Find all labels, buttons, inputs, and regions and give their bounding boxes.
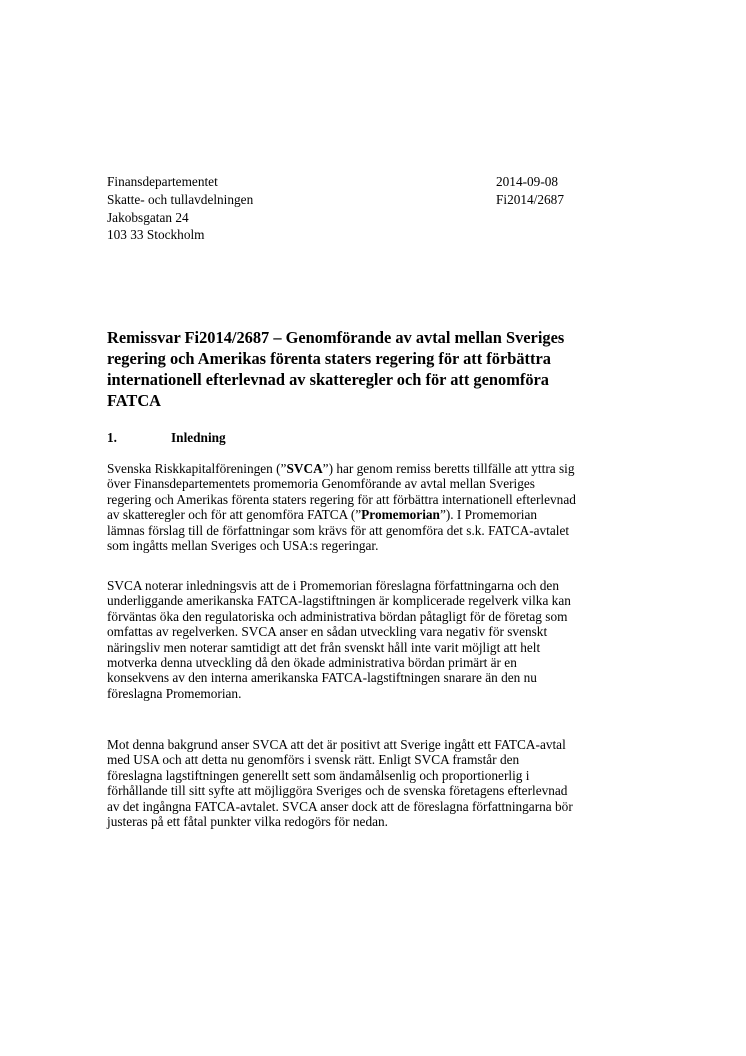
recipient-address bbox=[107, 173, 253, 244]
paragraph-line: underliggande amerikanska FATCA-lagstiftningen är komplicerade regelverk vilka kan bbox=[107, 593, 571, 609]
title-line: internationell efterlevnad av skatteregler och för att genomföra bbox=[107, 370, 549, 389]
text-run: ”). I Promemorian bbox=[439, 507, 538, 523]
document-title bbox=[107, 327, 627, 411]
paragraph-line: förväntas öka den regulatoriska och administrativa bördan påtagligt för de företag som bbox=[107, 608, 568, 624]
paragraph-line: motverka denna utveckling då den ökade administrativa bördan primärt är en bbox=[107, 655, 517, 671]
section-heading bbox=[107, 429, 226, 447]
address-line: Jakobsgatan 24 bbox=[107, 209, 189, 225]
paragraph-line: med USA och att detta nu genomförs i svensk rätt. Enligt SVCA framstår den bbox=[107, 752, 520, 768]
paragraph-line: Mot denna bakgrund anser SVCA att det är positivt att Sverige ingått ett FATCA-avtal bbox=[107, 737, 566, 752]
paragraph-line: förhållande till sitt syfte att möjliggöra Sveriges och de svenska företagens efterlevnad bbox=[107, 783, 568, 799]
title-line: Remissvar Fi2014/2687 – Genomförande av avtal mellan Sveriges bbox=[107, 328, 565, 347]
paragraph-line: konsekvens av den interna amerikanska FATCA-lagstiftningen snarare än den nu bbox=[107, 670, 537, 686]
paragraph-line: regering och Amerikas förenta staters regering för att förbättra internationell efterlevnad bbox=[107, 491, 576, 507]
title-line: FATCA bbox=[107, 391, 162, 410]
paragraph-line: föreslagna lagstiftningen generellt sett som ändamålsenlig och proportionerlig i bbox=[107, 767, 530, 783]
document-meta bbox=[496, 173, 564, 209]
paragraph-assessment bbox=[107, 578, 571, 701]
title-line: regering och Amerikas förenta staters regering för att förbättra bbox=[107, 349, 551, 368]
paragraph-line: av det ingångna FATCA-avtalet. SVCA anser dock att de föreslagna författningarna bör bbox=[107, 798, 573, 814]
document-reference: Fi2014/2687 bbox=[496, 191, 564, 207]
paragraph-conclusion bbox=[107, 737, 573, 829]
paragraph-line bbox=[107, 507, 576, 522]
paragraph-line: föreslagna Promemorian. bbox=[107, 685, 242, 701]
document-date: 2014-09-08 bbox=[496, 174, 559, 189]
paragraph-line: som ingåtts mellan Sveriges och USA:s regeringar. bbox=[107, 538, 379, 554]
paragraph-line: SVCA noterar inledningsvis att de i Promemorian föreslagna författningarna och den bbox=[107, 578, 559, 593]
paragraph-line: näringsliv men noterar samtidigt att det från svenskt håll inte varit möjligt att helt bbox=[107, 639, 541, 655]
paragraph-line: över Finansdepartementets promemoria Genomförande av avtal mellan Sveriges bbox=[107, 476, 535, 492]
text-run: ”) har genom remiss beretts tillfälle att yttra sig bbox=[322, 461, 575, 476]
section-number: 1. bbox=[107, 430, 117, 445]
paragraph-line bbox=[107, 461, 576, 476]
bold-term: Promemorian bbox=[361, 507, 440, 523]
section-title: Inledning bbox=[171, 430, 226, 445]
address-line: 103 33 Stockholm bbox=[107, 227, 205, 243]
text-run: av skatteregler och för att genomföra FATCA (” bbox=[107, 507, 362, 523]
paragraph-line: lämnas förslag till de författningar som krävs för att genomföra det s.k. FATCA-avtalet bbox=[107, 522, 570, 538]
paragraph-line: justeras på ett fåtal punkter vilka redogörs för nedan. bbox=[107, 814, 388, 830]
text-run: Svenska Riskkapitalföreningen (” bbox=[107, 461, 287, 476]
address-line: Skatte- och tullavdelningen bbox=[107, 191, 254, 207]
paragraph-line: omfattas av regelverken. SVCA anser en sådan utveckling vara negativ för svenskt bbox=[107, 624, 548, 640]
paragraph-introduction bbox=[107, 461, 576, 553]
bold-term: SVCA bbox=[286, 461, 323, 476]
address-line: Finansdepartementet bbox=[107, 174, 218, 189]
